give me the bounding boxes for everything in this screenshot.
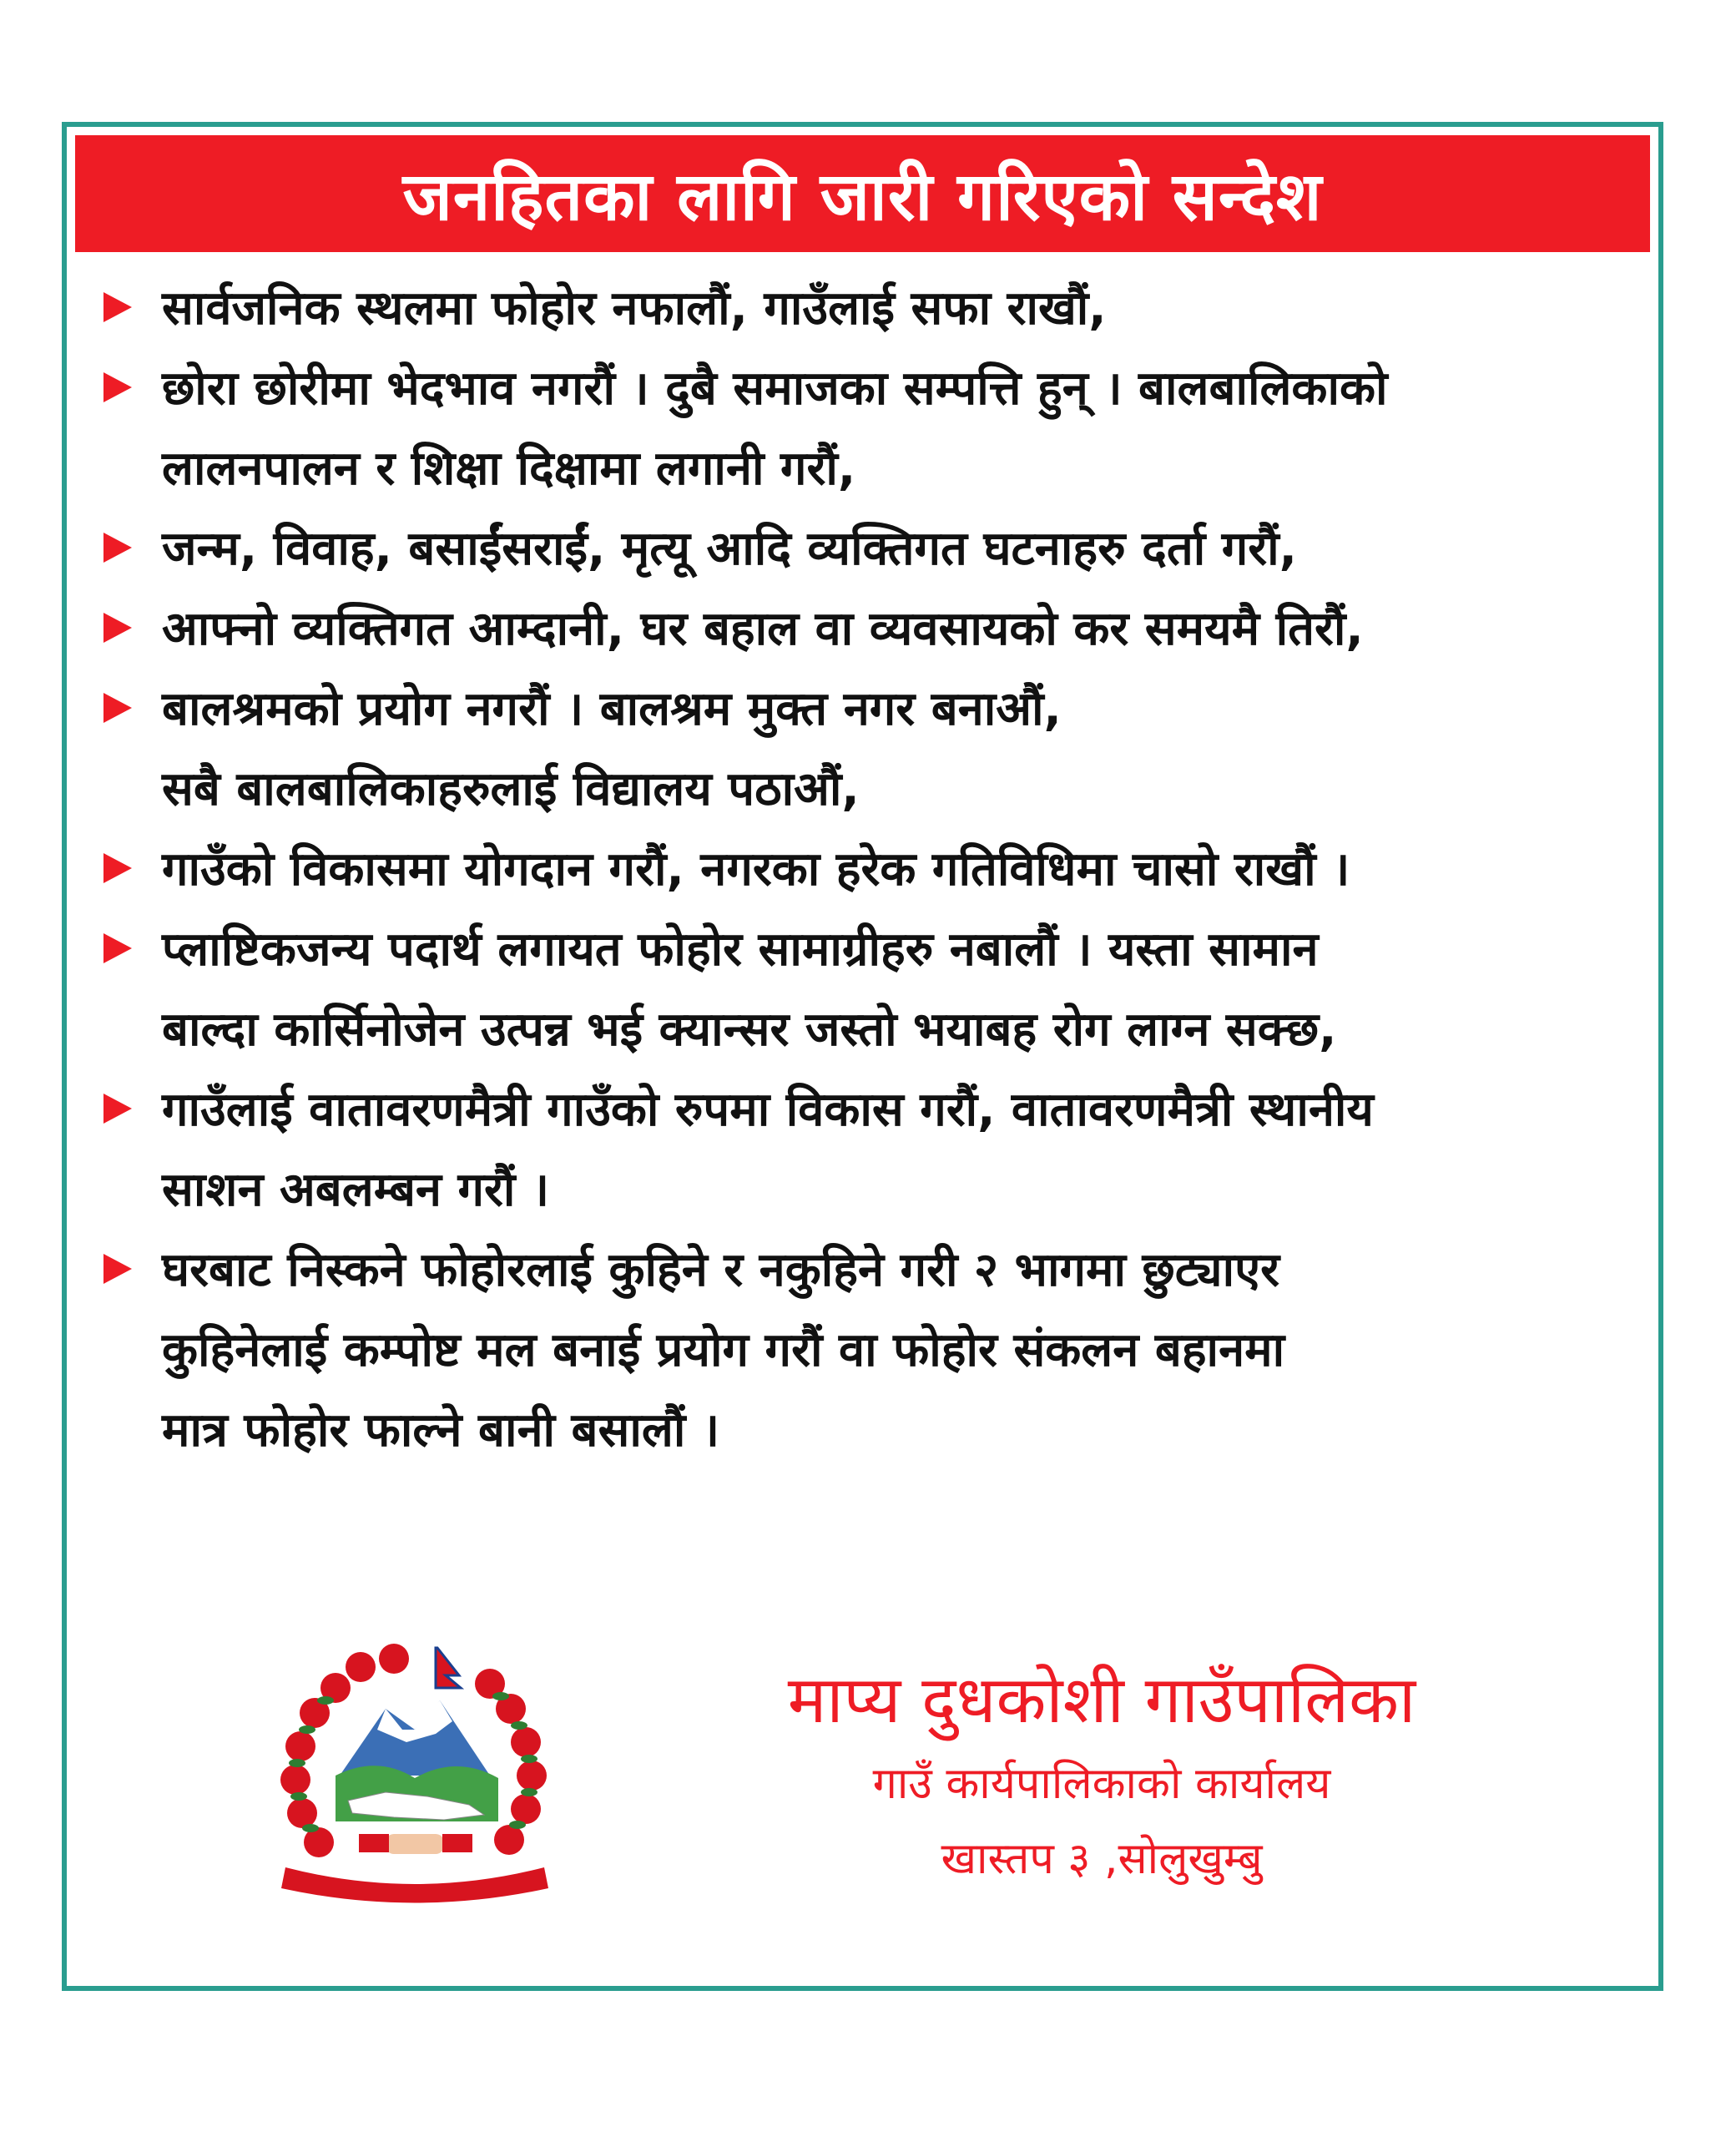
message-line: कुहिनेलाई कम्पोष्ट मल बनाई प्रयोग गरौं वा फोहोर संकलन बहानमा [162,1323,1285,1377]
message-item [88,1230,1625,1471]
triangle-bullet-icon [103,372,132,402]
title-banner [75,135,1650,252]
message-item [88,1070,1625,1230]
message-line: मात्र फोहोर फाल्ने बानी बसालौं । [162,1403,720,1458]
office-address: खास्तप ३ ,सोलुखुम्बु [941,1834,1263,1884]
organization-name: माप्य दुधकोशी गाउँपालिका [787,1663,1416,1738]
nepal-emblem-icon [260,1629,569,1917]
triangle-bullet-icon [103,933,132,963]
message-line: सार्वजनिक स्थलमा फोहोर नफालौं, गाउँलाई सफा राखौं, [162,281,1107,336]
triangle-bullet-icon [103,613,132,643]
message-item [88,589,1625,669]
notice-frame [62,122,1663,1991]
office-name: गाउँ कार्यपालिकाको कार्यालय [872,1759,1331,1809]
triangle-bullet-icon [103,693,132,723]
message-line: छोरा छोरीमा भेदभाव नगरौं । दुबै समाजका सम्पत्ति हुन् । बालबालिकाको [162,361,1388,416]
message-line: गाउँलाई वातावरणमैत्री गाउँको रुपमा विकास गरौं, वातावरणमैत्री स्थानीय [162,1083,1374,1137]
message-item [88,269,1625,349]
message-line: घरबाट निस्कने फोहोरलाई कुहिने र नकुहिने गरी २ भागमा छुट्याएर [162,1243,1279,1297]
message-item [88,349,1625,509]
triangle-bullet-icon [103,292,132,322]
message-item [88,669,1625,830]
triangle-bullet-icon [103,1254,132,1284]
message-item [88,509,1625,589]
triangle-bullet-icon [103,1094,132,1124]
message-line: जन्म, विवाह, बसाईंसराईं, मृत्यू आदि व्यक्तिगत घटनाहरु दर्ता गरौं, [162,522,1297,576]
organization-block [568,1655,1636,1897]
message-line: प्लाष्टिकजन्य पदार्थ लगायत फोहोर सामाग्रीहरु नबालौं । यस्ता सामान [162,922,1319,977]
triangle-bullet-icon [103,853,132,883]
message-item [88,910,1625,1070]
message-line: लालनपालन र शिक्षा दिक्षामा लगानी गरौं, [162,442,856,496]
message-line: सबै बालबालिकाहरुलाई विद्यालय पठाऔं, [162,762,860,816]
message-line: बालश्रमको प्रयोग नगरौं । बालश्रम मुक्त नगर बनाऔं, [162,682,1062,736]
message-line: गाउँको विकासमा योगदान गरौं, नगरका हरेक गतिविधिमा चासो राखौं । [162,842,1350,897]
notice-title: जनहितका लागि जारी गरिएको सन्देश [402,157,1323,235]
message-list [88,269,1625,1471]
message-line: साशन अबलम्बन गरौं । [162,1163,550,1217]
message-line: आफ्नो व्यक्तिगत आम्दानी, घर बहाल वा व्यवसायको कर समयमै तिरौं, [162,602,1364,656]
message-line: बाल्दा कार्सिनोजेन उत्पन्न भई क्यान्सर जस्तो भयाबह रोग लाग्न सक्छ, [162,1003,1337,1057]
triangle-bullet-icon [103,533,132,563]
message-item [88,830,1625,910]
